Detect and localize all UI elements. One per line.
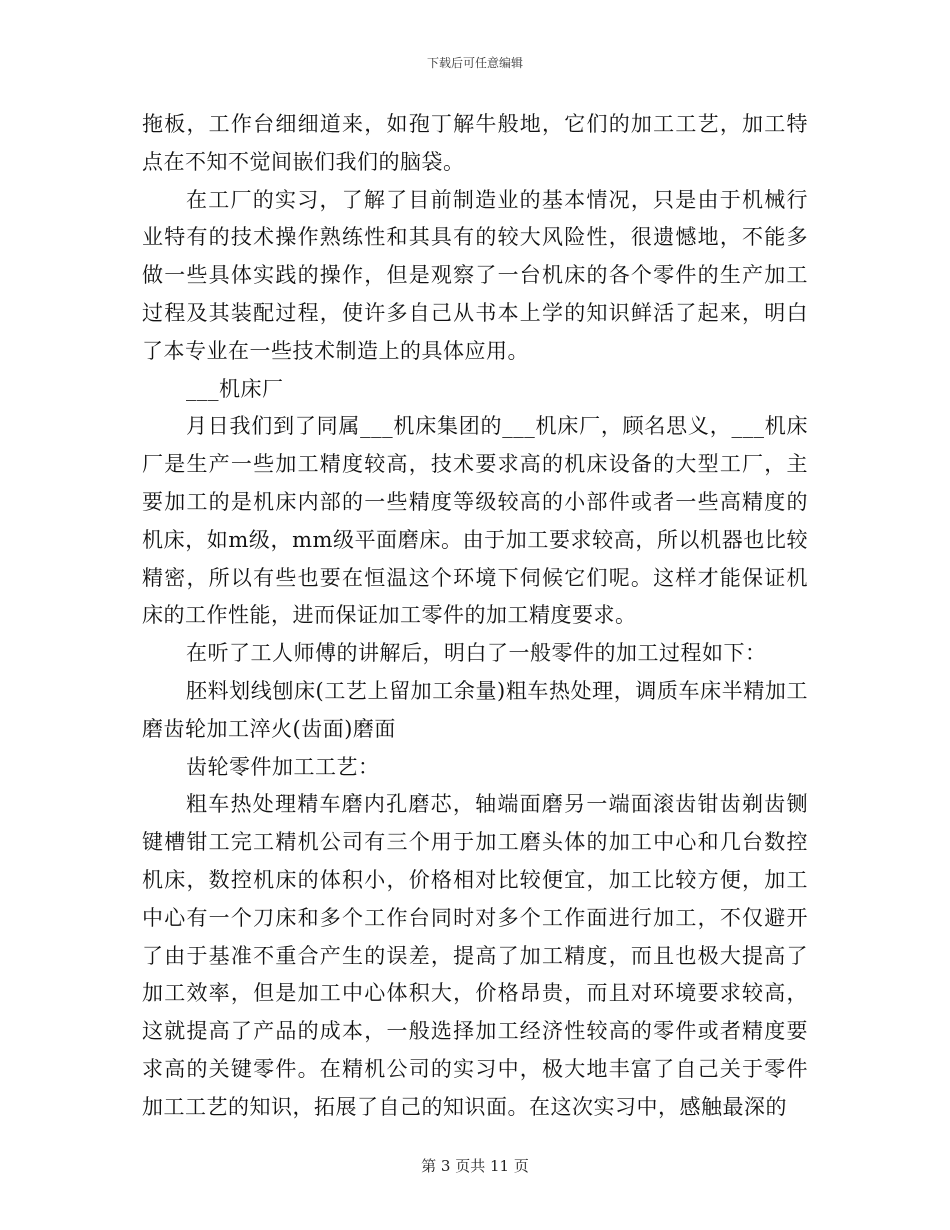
paragraph: 胚料划线刨床(工艺上留加工余量)粗车热处理，调质车床半精加工磨齿轮加工淬火(齿面)磨面 xyxy=(142,678,808,741)
header-note: 下载后可任意编辑 xyxy=(426,56,523,70)
paragraph: 在工厂的实习，了解了目前制造业的基本情况，只是由于机械行业特有的技术操作熟练性和其具有的较大风险性，很遗憾地，不能多做一些具体实践的操作，但是观察了一台机床的各个零件的生产加工过程及其装配过程，使许多自己从书本上学的知识鲜活了起来，明白了本专业在一些技术制造上的具体应用。 xyxy=(142,187,808,363)
paragraph: 粗车热处理精车磨内孔磨芯，轴端面磨另一端面滚齿钳齿剃齿铡键槽钳工完工精机公司有三个用于加工磨头体的加工中心和几台数控机床，数控机床的体积小，价格相对比较便宜，加工比较方便，加工中心有一个刀床和多个工作台同时对多个工作面进行加工，不仅避开了由于基准不重合产生的误差，提高了加工精度，而且也极大提高了加工效率，但是加工中心体积大，价格昂贵，而且对环境要求较高，这就提高了产品的成本，一般选择加工经济性较高的零件或者精度要求高的关键零件。在精机公司的实习中，极大地丰富了自己关于零件加工工艺的知识，拓展了自己的知识面。在这次实习中，感触最深的 xyxy=(142,792,808,1119)
paragraph: 拖板，工作台细细道来，如孢丁解牛般地，它们的加工工艺，加工特点在不知不觉间嵌们我们的脑袋。 xyxy=(142,112,808,174)
document-body xyxy=(142,106,808,1127)
page-number-footer: 第 3 页共 11 页 xyxy=(421,1157,529,1175)
paragraph: 齿轮零件加工工艺： xyxy=(186,754,380,779)
paragraph: 在听了工人师傅的讲解后，明白了一般零件的加工过程如下： xyxy=(186,641,767,666)
paragraph: 月日我们到了同属___机床集团的___机床厂，顾名思义，___机床厂是生产一些加工精度较高，技术要求高的机床设备的大型工厂，主要加工的是机床内部的一些精度等级较高的小部件或者一些高精度的机床，如m级，mm级平面磨床。由于加工要求较高，所以机器也比较精密，所以有些也要在恒温这个环境下伺候它们呢。这样才能保证机床的工作性能，进而保证加工零件的加工精度要求。 xyxy=(142,414,808,628)
section-heading: ___机床厂 xyxy=(186,376,284,401)
